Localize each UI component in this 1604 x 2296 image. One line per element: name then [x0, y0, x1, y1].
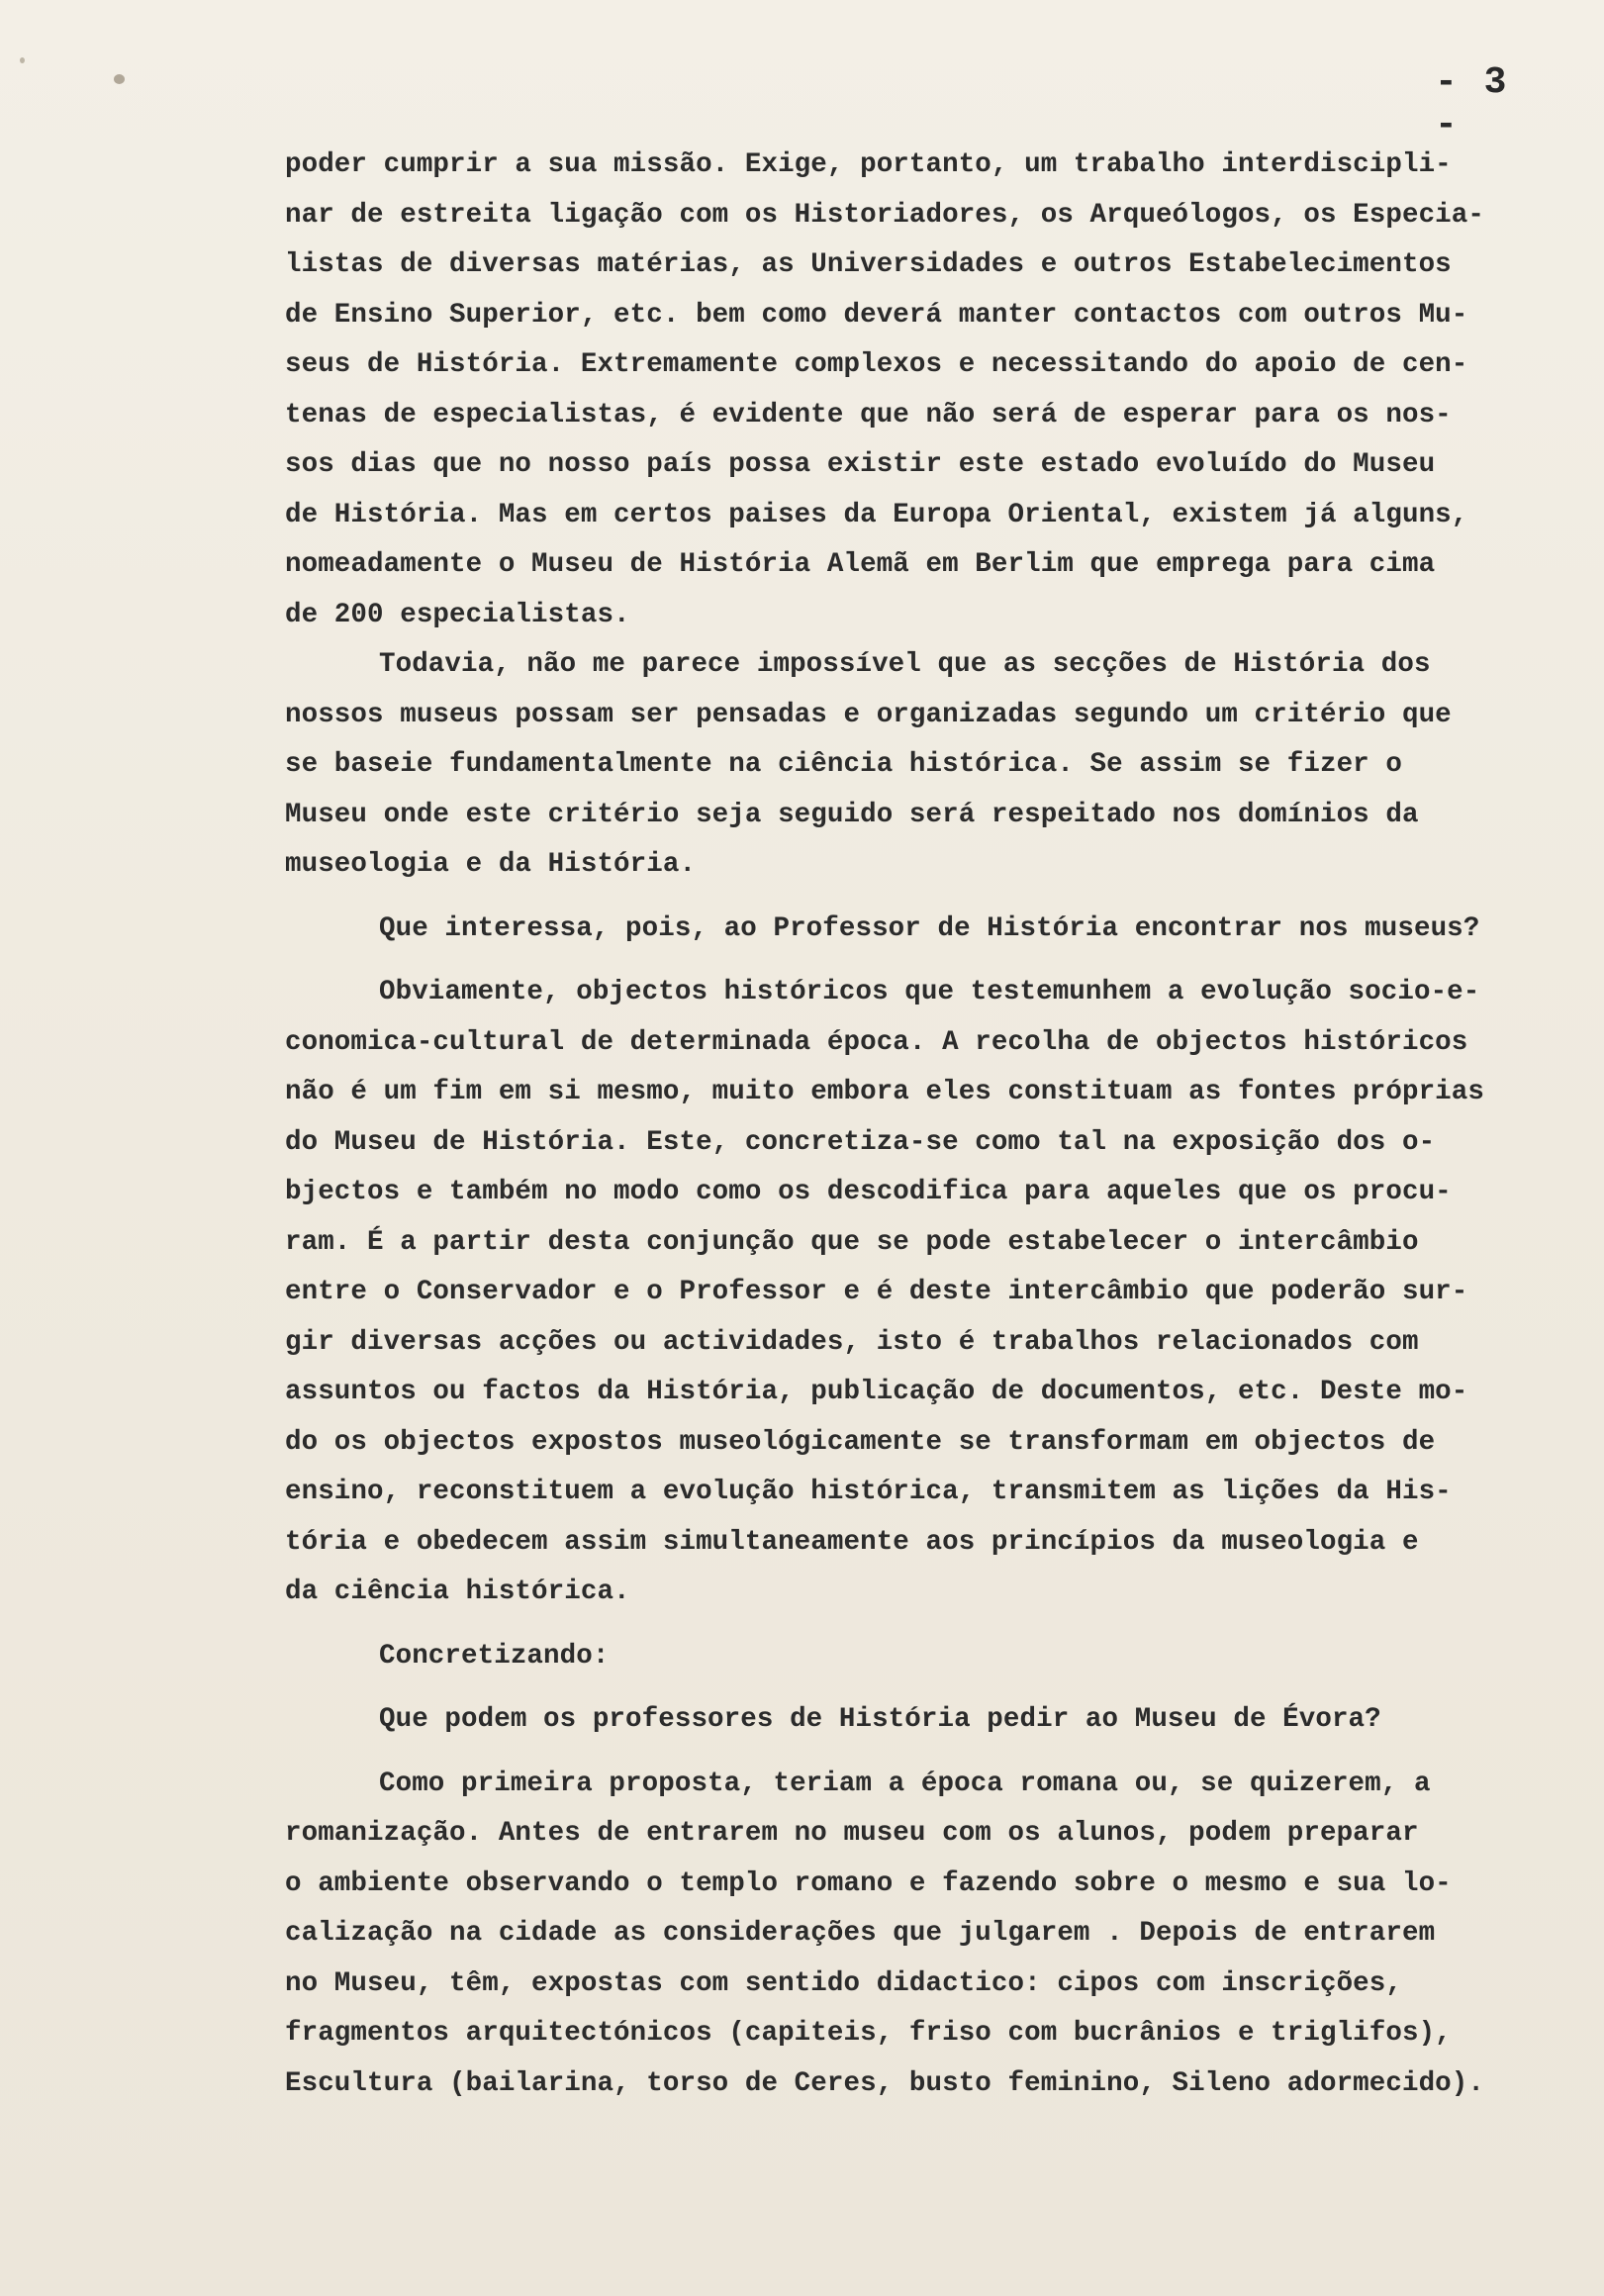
text-line: assuntos ou factos da História, publicação de documentos, etc. Deste mo-: [285, 1377, 1468, 1407]
text-line: gir diversas acções ou actividades, isto é trabalhos relacionados com: [285, 1326, 1419, 1358]
paragraph: [285, 1695, 1601, 1746]
text-line: poder cumprir a sua missão. Exige, portanto, um trabalho interdiscipli-: [285, 149, 1452, 180]
text-line: no Museu, têm, expostas com sentido didactico: cipos com inscrições,: [285, 1967, 1402, 1999]
page-number: - 3 -: [1435, 61, 1509, 146]
text-line: nar de estreita ligação com os Historiadores, os Arqueólogos, os Especia-: [285, 199, 1484, 231]
text-line: nomeadamente o Museu de História Alemã em Berlim que emprega para cima: [285, 549, 1436, 580]
text-line: Todavia, não me parece impossível que as secções de História dos: [379, 649, 1431, 680]
paragraph-gap: [285, 1746, 1601, 1760]
text-line: Como primeira proposta, teriam a época romana ou, se quizerem, a: [379, 1768, 1431, 1799]
paragraph-gap: [285, 1618, 1601, 1632]
text-line: Escultura (bailarina, torso de Ceres, busto feminino, Sileno adormecido).: [285, 2067, 1484, 2099]
text-line: ensino, reconstituem a evolução histórica, transmitem as lições da His-: [285, 1477, 1452, 1507]
paragraph: [285, 640, 1601, 891]
text-line: o ambiente observando o templo romano e fazendo sobre o mesmo e sua lo-: [285, 1867, 1452, 1899]
paragraph: [285, 968, 1601, 1618]
paragraph-gap: [285, 891, 1601, 905]
text-line: não é um fim em si mesmo, muito embora eles constituam as fontes próprias: [285, 1077, 1484, 1107]
text-line: sos dias que no nosso país possa existir este estado evoluído do Museu: [285, 449, 1436, 480]
text-line: romanização. Antes de entrarem no museu com os alunos, podem preparar: [285, 1818, 1419, 1849]
text-line: fragmentos arquitectónicos (capiteis, friso com bucrânios e triglifos),: [285, 2018, 1452, 2049]
text-line: de História. Mas em certos paises da Europa Oriental, existem já alguns,: [285, 499, 1468, 530]
text-line: tória e obedecem assim simultaneamente aos princípios da museologia e: [285, 1526, 1419, 1558]
text-line: Museu onde este critério seja seguido será respeitado nos domínios da: [285, 799, 1419, 830]
text-line: ram. É a partir desta conjunção que se pode estabelecer o intercâmbio: [285, 1226, 1419, 1258]
text-line: nossos museus possam ser pensadas e organizadas segundo um critério que: [285, 699, 1452, 730]
paper-speck: [20, 57, 25, 63]
text-line: do Museu de História. Este, concretiza-se como tal na exposição dos o-: [285, 1126, 1436, 1158]
paragraph: [285, 905, 1601, 955]
paragraph: [285, 1760, 1601, 2110]
paragraph-gap: [285, 954, 1601, 968]
text-line: entre o Conservador e o Professor e é deste intercâmbio que poderão sur-: [285, 1277, 1468, 1307]
text-line: Obviamente, objectos históricos que testemunhem a evolução socio-e-: [379, 977, 1480, 1007]
text-line: listas de diversas matérias, as Universidades e outros Estabelecimentos: [285, 249, 1452, 280]
text-line: calização na cidade as considerações que julgarem . Depois de entrarem: [285, 1918, 1436, 1949]
text-line: Que interessa, pois, ao Professor de História encontrar nos museus?: [379, 912, 1480, 944]
text-line: se baseie fundamentalmente na ciência histórica. Se assim se fizer o: [285, 749, 1402, 780]
text-line: Que podem os professores de História pedir ao Museu de Évora?: [379, 1704, 1381, 1735]
body-text: [285, 141, 1601, 2109]
text-line: conomica-cultural de determinada época. A recolha de objectos históricos: [285, 1026, 1468, 1058]
text-line: Concretizando:: [379, 1640, 610, 1672]
text-line: da ciência histórica.: [285, 1577, 630, 1607]
text-line: seus de História. Extremamente complexos e necessitando do apoio de cen-: [285, 349, 1468, 380]
paragraph: [285, 1632, 1601, 1682]
paragraph-gap: [285, 1681, 1601, 1695]
paragraph: [285, 141, 1601, 640]
text-line: museologia e da História.: [285, 849, 697, 880]
text-line: do os objectos expostos museológicamente se transformam em objectos de: [285, 1426, 1436, 1458]
text-line: tenas de especialistas, é evidente que não será de esperar para os nos-: [285, 399, 1452, 430]
text-line: bjectos e também no modo como os descodifica para aqueles que os procu-: [285, 1177, 1452, 1207]
text-line: de 200 especialistas.: [285, 599, 630, 630]
paper-speck: [114, 74, 125, 84]
text-line: de Ensino Superior, etc. bem como deverá manter contactos com outros Mu-: [285, 299, 1468, 331]
